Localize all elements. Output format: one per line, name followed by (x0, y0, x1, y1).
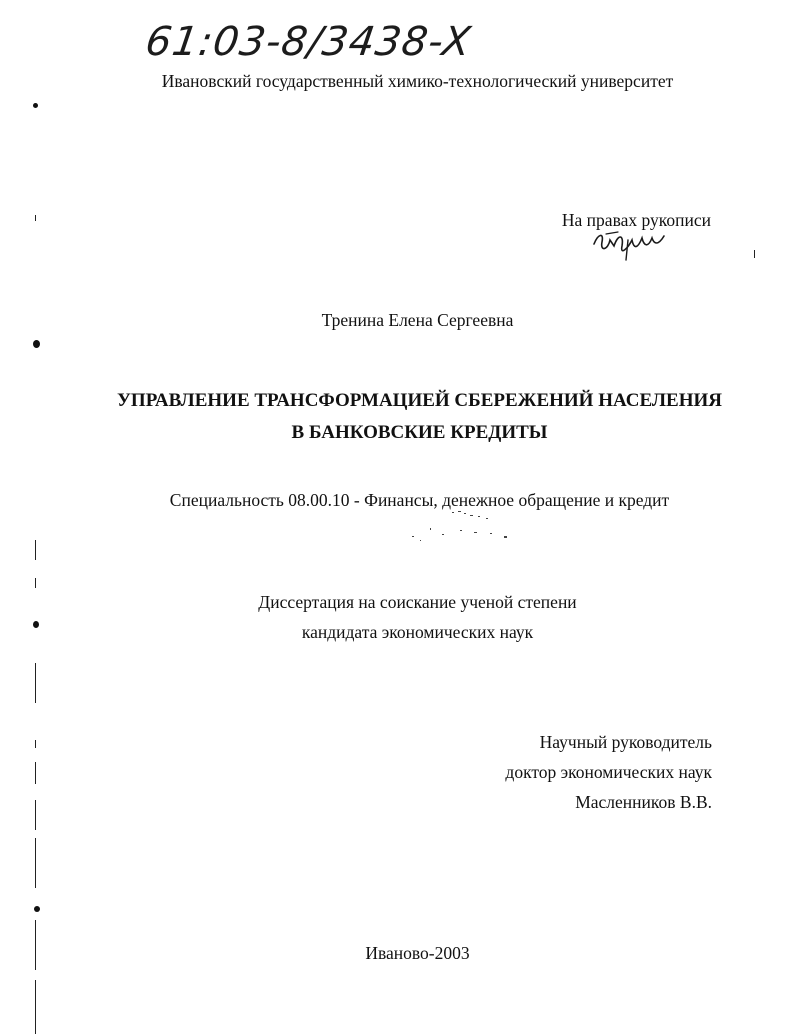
supervisor-degree: доктор экономических наук (505, 762, 712, 782)
dissertation-degree-line-2: кандидата экономических наук (301, 622, 534, 642)
supervisor-role: Научный руководитель (539, 732, 712, 752)
dissertation-title-line-1: УПРАВЛЕНИЕ ТРАНСФОРМАЦИЕЙ СБЕРЕЖЕНИЙ НАСЕЛЕНИЯ (116, 390, 723, 411)
author-signature (588, 226, 668, 262)
author-name: Тренина Елена Сергеевна (321, 310, 514, 330)
dissertation-degree-line-1: Диссертация на соискание ученой степени (258, 592, 577, 612)
supervisor-name: Масленников В.В. (575, 792, 712, 812)
manuscript-rights-label: На правах рукописи (561, 210, 711, 230)
university-name: Ивановский государственный химико-технологический университет (161, 71, 674, 91)
dissertation-title-line-2: В БАНКОВСКИЕ КРЕДИТЫ (291, 422, 548, 443)
specialty-line: Специальность 08.00.10 - Финансы, денежное обращение и кредит (169, 490, 670, 510)
scan-noise (400, 506, 520, 546)
handwritten-archive-number: 61:03-8/3438-X (142, 19, 475, 65)
city-year: Иваново-2003 (365, 943, 470, 963)
